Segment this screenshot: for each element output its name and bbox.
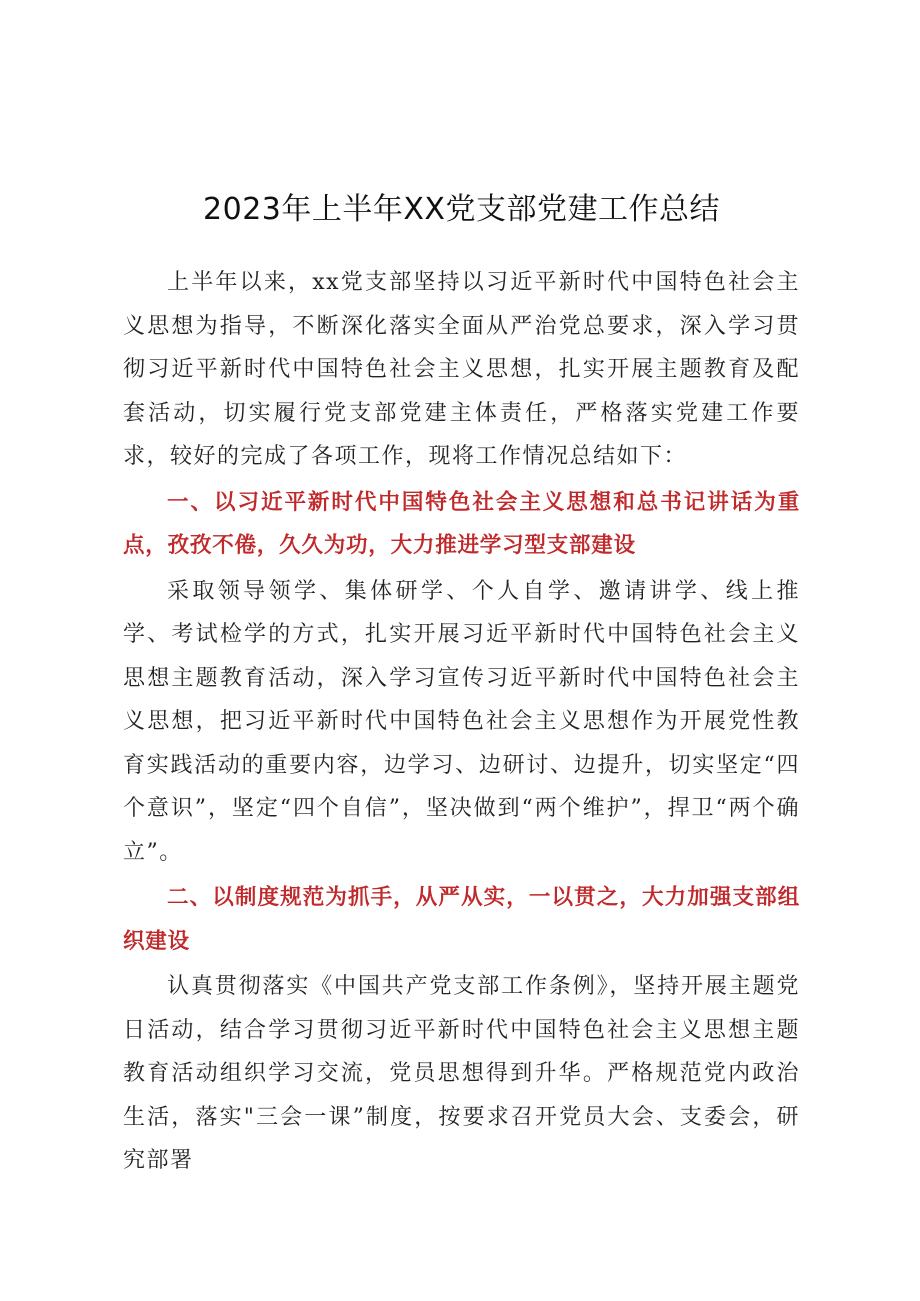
section-1-heading: 一、以习近平新时代中国特色社会主义思想和总书记讲话为重点，孜孜不倦，久久为功，大力推进学习型支部建设 (123, 489, 800, 558)
section-2-heading: 二、以制度规范为抓手，从严从实，一以贯之，大力加强支部组织建设 (123, 885, 800, 954)
section-2-body: 认真贯彻落实《中国共产党支部工作条例》，坚持开展主题党日活动，结合学习贯彻习近平新时代中国特色社会主义思想主题教育活动组织学习交流，党员思想得到升华。严格规范党内政治生活，落实"三会一课”制度，按要求召开党员大会、支委会，研究部署 (123, 974, 800, 1173)
intro-paragraph: 上半年以来，xx党支部坚持以习近平新时代中国特色社会主义思想为指导，不断深化落实全面从严治党总要求，深入学习贯彻习近平新时代中国特色社会主义思想，扎实开展主题教育及配套活动，切实履行党支部党建主体责任，严格落实党建工作要求，较好的完成了各项工作，现将工作情况总结如下： (123, 270, 800, 469)
document-title: 2023年上半年XX党支部党建工作总结 (203, 192, 720, 227)
section-1-body: 采取领导领学、集体研学、个人自学、邀请讲学、线上推学、考试检学的方式，扎实开展习近平新时代中国特色社会主义思想主题教育活动，深入学习宣传习近平新时代中国特色社会主义思想，把习近平新时代中国特色社会主义思想作为开展党性教育实践活动的重要内容，边学习、边研讨、边提升，切实坚定“四个意识”，坚定“四个自信”，坚决做到“两个维护”，捍卫“两个确立”。 (123, 578, 800, 865)
